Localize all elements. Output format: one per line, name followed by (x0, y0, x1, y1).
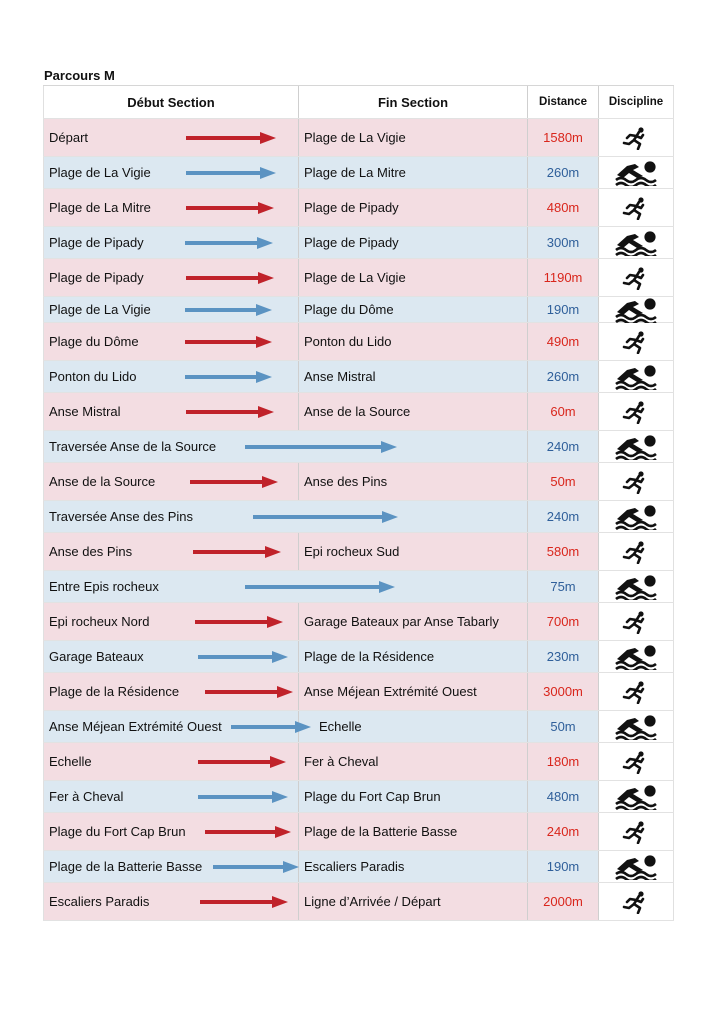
table-row (43, 883, 674, 921)
table-row (43, 813, 674, 851)
distance-cell (527, 743, 598, 780)
section-end: Plage de Pipady (304, 200, 399, 215)
swim-arrow (185, 236, 273, 250)
run-icon (599, 750, 673, 774)
section-start: Plage de Pipady (49, 235, 144, 250)
distance-value: 75m (550, 579, 576, 594)
swim-arrow (185, 303, 272, 317)
run-arrow (193, 545, 281, 559)
header-distance: Distance (527, 86, 598, 118)
section-start: Garage Bateaux (49, 649, 144, 664)
arrow-shape (186, 202, 274, 214)
arrow-shape (205, 686, 293, 698)
end-cell (298, 883, 527, 920)
distance-value: 3000m (543, 684, 583, 699)
section-start: Plage de la Résidence (49, 684, 180, 699)
distance-value: 1580m (543, 130, 583, 145)
arrow-shape (186, 167, 276, 179)
distance-cell (527, 851, 598, 882)
table-row (43, 157, 674, 189)
table-row (43, 227, 674, 259)
distance-value: 240m (546, 439, 580, 454)
arrow-shape (185, 237, 273, 249)
distance-cell (527, 641, 598, 672)
section-start: Entre Epis rocheux (49, 579, 159, 594)
end-cell (298, 781, 527, 812)
discipline-cell (598, 501, 674, 532)
discipline-cell (598, 119, 674, 156)
run-arrow (205, 825, 291, 839)
run-icon (599, 400, 673, 424)
discipline-cell (598, 297, 674, 322)
arrow-shape (185, 304, 272, 316)
table-row (43, 571, 674, 603)
arrow-shape (186, 132, 276, 144)
distance-value: 480m (546, 789, 580, 804)
section-end: Plage du Dôme (304, 302, 394, 317)
run-icon (599, 196, 673, 220)
swim-icon (599, 644, 673, 670)
section-start: Fer à Cheval (49, 789, 124, 804)
arrow-shape (200, 896, 288, 908)
section-end: Epi rocheux Sud (304, 544, 400, 559)
arrow-shape (245, 441, 397, 453)
end-cell (298, 297, 527, 322)
table-row (43, 323, 674, 361)
run-icon (599, 610, 673, 634)
end-cell (298, 641, 527, 672)
section-start: Traversée Anse des Pins (49, 509, 194, 524)
section-end: Plage de La Mitre (304, 165, 406, 180)
run-arrow (186, 271, 274, 285)
run-arrow (198, 755, 286, 769)
section-start: Départ (49, 130, 89, 145)
swim-arrow (185, 370, 272, 384)
section-end: Echelle (319, 719, 362, 734)
section-start: Plage de La Mitre (49, 200, 151, 215)
swim-arrow (198, 650, 288, 664)
section-end: Plage de Pipady (304, 235, 399, 250)
section-end: Escaliers Paradis (304, 859, 405, 874)
section-start: Plage de la Batterie Basse (49, 859, 203, 874)
run-icon (599, 540, 673, 564)
section-start: Traversée Anse de la Source (49, 439, 217, 454)
end-cell (298, 259, 527, 296)
swim-arrow (231, 720, 311, 734)
distance-cell (527, 883, 598, 920)
end-cell (298, 603, 527, 640)
page-title: Parcours M (44, 68, 115, 83)
end-cell (298, 743, 527, 780)
discipline-cell (598, 323, 674, 360)
arrow-shape (186, 406, 274, 418)
table-row (43, 743, 674, 781)
distance-value: 60m (550, 404, 576, 419)
table-row (43, 533, 674, 571)
swim-icon (599, 504, 673, 530)
distance-cell (527, 463, 598, 500)
distance-cell (527, 323, 598, 360)
run-arrow (205, 685, 293, 699)
distance-cell (527, 813, 598, 850)
swim-arrow (253, 510, 398, 524)
distance-value: 2000m (543, 894, 583, 909)
header-end: Fin Section (298, 86, 527, 118)
distance-value: 50m (550, 719, 576, 734)
table-row (43, 851, 674, 883)
discipline-cell (598, 533, 674, 570)
table-row (43, 781, 674, 813)
table-row (43, 431, 674, 463)
swim-icon (599, 230, 673, 256)
run-icon (599, 890, 673, 914)
distance-value: 190m (546, 859, 580, 874)
swim-icon (599, 434, 673, 460)
run-icon (599, 680, 673, 704)
table-row (43, 119, 674, 157)
distance-cell (527, 297, 598, 322)
discipline-cell (598, 813, 674, 850)
distance-value: 260m (546, 369, 580, 384)
swim-icon (599, 784, 673, 810)
distance-cell (527, 259, 598, 296)
table-row (43, 259, 674, 297)
distance-value: 1190m (543, 270, 583, 285)
end-cell (298, 393, 527, 430)
section-end: Plage de La Vigie (304, 270, 406, 285)
table-row (43, 297, 674, 323)
table-row (43, 603, 674, 641)
discipline-cell (598, 361, 674, 392)
discipline-cell (598, 431, 674, 462)
distance-cell (527, 711, 598, 742)
distance-value: 300m (546, 235, 580, 250)
run-arrow (186, 405, 274, 419)
arrow-shape (195, 616, 283, 628)
arrow-shape (186, 272, 274, 284)
section-start: Escaliers Paradis (49, 894, 150, 909)
arrow-shape (193, 546, 281, 558)
section-end: Anse Méjean Extrémité Ouest (304, 684, 477, 699)
route-table (43, 85, 674, 921)
discipline-cell (598, 463, 674, 500)
section-start: Anse de la Source (49, 474, 156, 489)
section-start: Plage du Fort Cap Brun (49, 824, 186, 839)
table-row (43, 501, 674, 533)
arrow-shape (190, 476, 278, 488)
table-row (43, 361, 674, 393)
end-cell (298, 851, 527, 882)
discipline-cell (598, 393, 674, 430)
section-start: Anse Méjean Extrémité Ouest (49, 719, 222, 734)
swim-arrow (245, 440, 397, 454)
header-discipline: Discipline (598, 86, 674, 118)
end-cell (298, 157, 527, 188)
distance-value: 240m (546, 824, 580, 839)
discipline-cell (598, 259, 674, 296)
section-end: Plage de la Batterie Basse (304, 824, 458, 839)
arrow-shape (185, 371, 272, 383)
run-arrow (195, 615, 283, 629)
section-end: Plage du Fort Cap Brun (304, 789, 441, 804)
discipline-cell (598, 883, 674, 920)
section-start: Plage du Dôme (49, 334, 139, 349)
run-icon (599, 330, 673, 354)
arrow-shape (253, 511, 398, 523)
distance-value: 180m (546, 754, 580, 769)
table-row (43, 711, 674, 743)
distance-value: 230m (546, 649, 580, 664)
swim-arrow (186, 166, 276, 180)
run-arrow (186, 201, 274, 215)
discipline-cell (598, 711, 674, 742)
table-row (43, 673, 674, 711)
section-start: Plage de La Vigie (49, 302, 151, 317)
end-cell (298, 813, 527, 850)
distance-value: 50m (550, 474, 576, 489)
table-row (43, 641, 674, 673)
distance-cell (527, 603, 598, 640)
section-end: Garage Bateaux par Anse Tabarly (304, 614, 499, 629)
table-row (43, 189, 674, 227)
section-end: Anse des Pins (304, 474, 388, 489)
section-end: Anse Mistral (304, 369, 376, 384)
discipline-cell (598, 851, 674, 882)
run-arrow (200, 895, 288, 909)
discipline-cell (598, 227, 674, 258)
arrow-shape (231, 721, 311, 733)
swim-arrow (245, 580, 395, 594)
distance-cell (527, 781, 598, 812)
section-start: Plage de La Vigie (49, 165, 151, 180)
distance-cell (527, 157, 598, 188)
distance-value: 190m (546, 302, 580, 317)
swim-icon (599, 364, 673, 390)
end-cell (298, 189, 527, 226)
discipline-cell (598, 781, 674, 812)
swim-icon (599, 574, 673, 600)
end-cell (298, 323, 527, 360)
discipline-cell (598, 189, 674, 226)
section-end: Ligne d’Arrivée / Départ (304, 894, 441, 909)
distance-value: 480m (546, 200, 580, 215)
arrow-shape (205, 826, 291, 838)
swim-icon (599, 160, 673, 186)
distance-value: 580m (546, 544, 580, 559)
arrow-shape (213, 861, 299, 873)
table-row (43, 393, 674, 431)
distance-cell (527, 501, 598, 532)
distance-cell (527, 119, 598, 156)
run-icon (599, 820, 673, 844)
section-start: Echelle (49, 754, 92, 769)
distance-cell (527, 361, 598, 392)
section-start: Anse des Pins (49, 544, 133, 559)
end-cell (298, 119, 527, 156)
discipline-cell (598, 743, 674, 780)
end-cell (298, 533, 527, 570)
section-end: Plage de la Résidence (304, 649, 435, 664)
run-arrow (185, 335, 272, 349)
section-end: Fer à Cheval (304, 754, 379, 769)
swim-icon (599, 297, 673, 323)
discipline-cell (598, 673, 674, 710)
swim-arrow (198, 790, 288, 804)
header-start: Début Section (43, 86, 298, 118)
arrow-shape (245, 581, 395, 593)
arrow-shape (198, 756, 286, 768)
run-icon (599, 266, 673, 290)
section-end: Plage de La Vigie (304, 130, 406, 145)
swim-icon (599, 714, 673, 740)
run-icon (599, 126, 673, 150)
discipline-cell (598, 571, 674, 602)
distance-cell (527, 571, 598, 602)
section-start: Epi rocheux Nord (49, 614, 150, 629)
discipline-cell (598, 641, 674, 672)
run-arrow (186, 131, 276, 145)
distance-cell (527, 189, 598, 226)
discipline-cell (598, 603, 674, 640)
end-cell (298, 227, 527, 258)
section-end: Anse de la Source (304, 404, 411, 419)
run-arrow (190, 475, 278, 489)
table-header (43, 86, 674, 119)
arrow-shape (198, 651, 288, 663)
discipline-cell (598, 157, 674, 188)
table-row (43, 463, 674, 501)
run-icon (599, 470, 673, 494)
end-cell (298, 673, 527, 710)
distance-value: 260m (546, 165, 580, 180)
arrow-shape (198, 791, 288, 803)
section-start: Ponton du Lido (49, 369, 137, 384)
section-start: Anse Mistral (49, 404, 121, 419)
distance-value: 490m (546, 334, 580, 349)
section-end: Ponton du Lido (304, 334, 392, 349)
end-cell (298, 361, 527, 392)
distance-value: 700m (546, 614, 580, 629)
end-cell (298, 463, 527, 500)
distance-cell (527, 393, 598, 430)
distance-cell (527, 673, 598, 710)
distance-cell (527, 533, 598, 570)
swim-arrow (213, 860, 299, 874)
end-cell (298, 711, 527, 742)
arrow-shape (185, 336, 272, 348)
section-start: Plage de Pipady (49, 270, 144, 285)
distance-cell (527, 431, 598, 462)
distance-cell (527, 227, 598, 258)
swim-icon (599, 854, 673, 880)
distance-value: 240m (546, 509, 580, 524)
